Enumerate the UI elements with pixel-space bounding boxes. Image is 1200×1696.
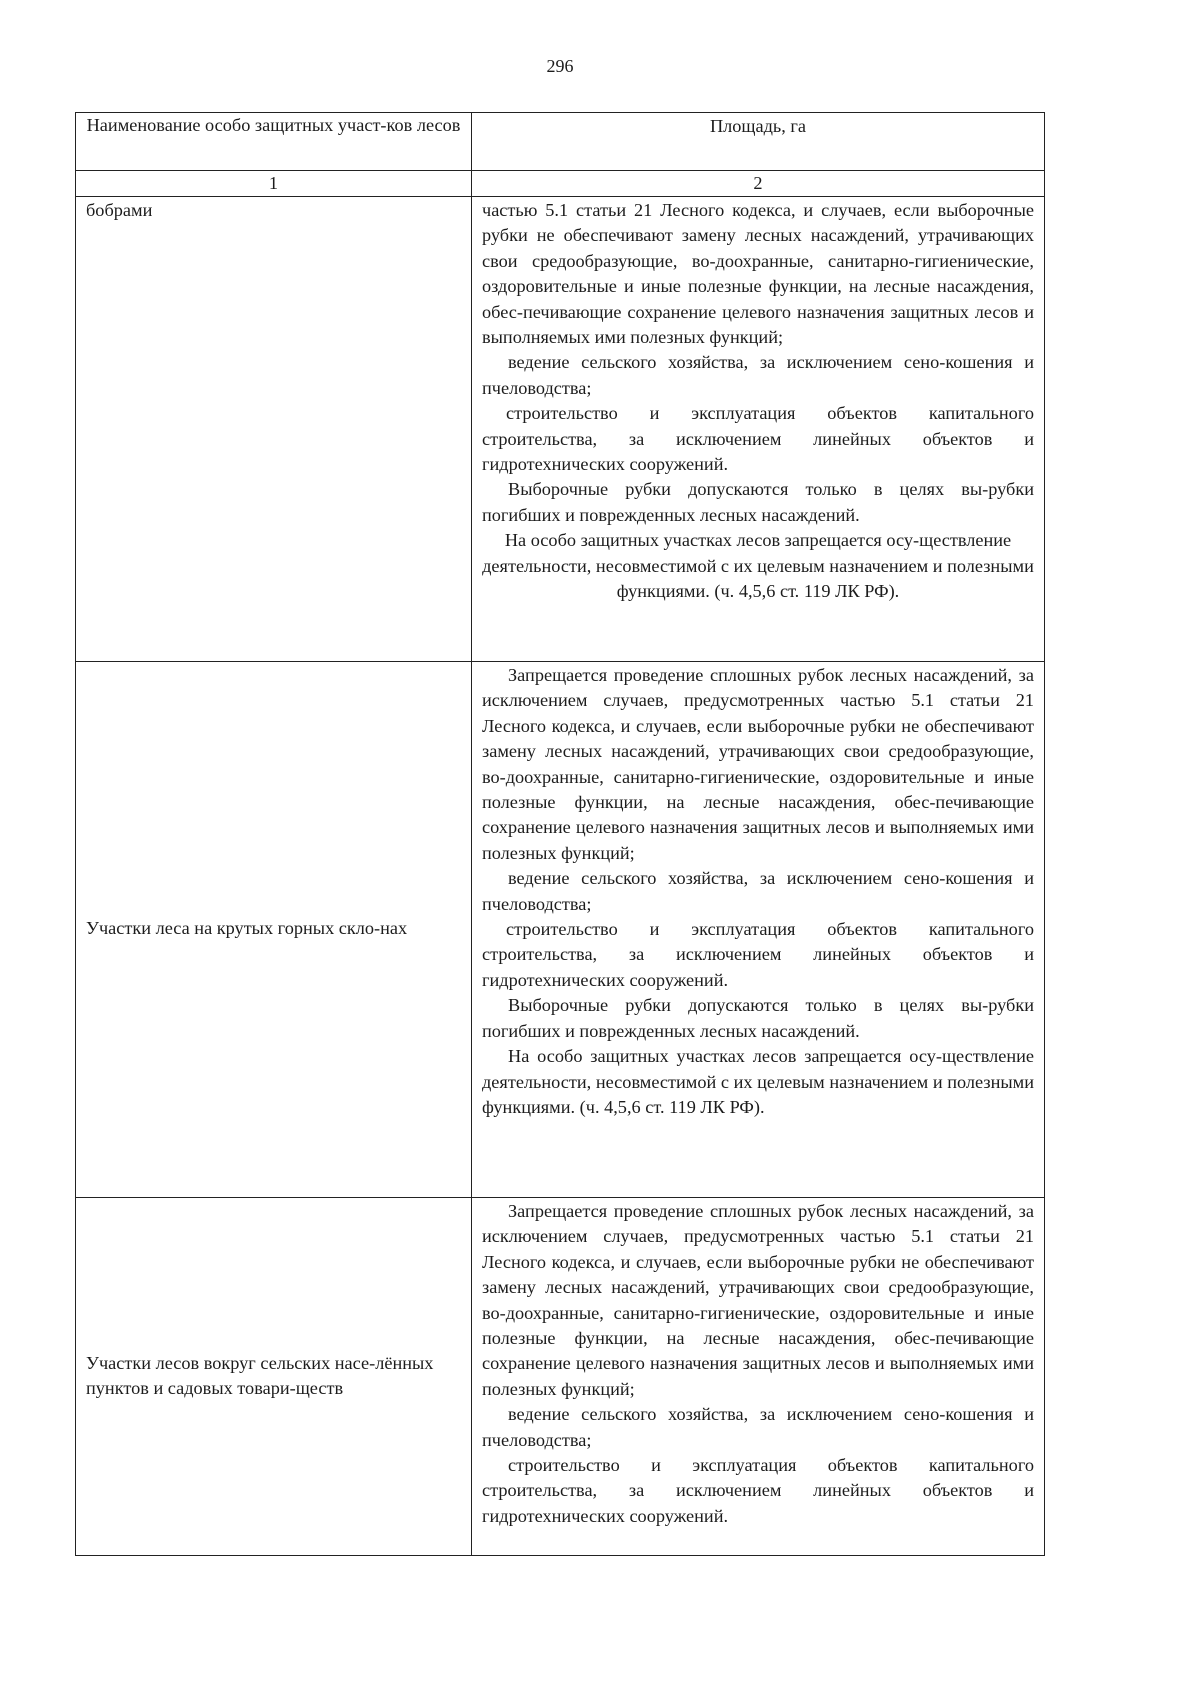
area-name-cell: Участки леса на крутых горных скло-нах bbox=[76, 662, 472, 1198]
table-row bbox=[76, 662, 1045, 1198]
rules-paragraph: ведение сельского хозяйства, за исключением сено-кошения и пчеловодства; bbox=[482, 352, 1034, 398]
column-number-1: 1 bbox=[76, 171, 472, 197]
rules-paragraph: строительство и эксплуатация объектов капитального строительства, за исключением линейных объектов и гидротехнических сооружений. bbox=[482, 1455, 1034, 1526]
area-rules-cell bbox=[472, 197, 1045, 662]
area-rules-cell bbox=[472, 662, 1045, 1198]
rules-paragraph: Запрещается проведение сплошных рубок лесных насаждений, за исключением случаев, предусмотренных частью 5.1 статьи 21 Лесного кодекса, и случаев, если выборочные рубки не обеспечивают замену лесных насаждений, утрачивающих свои средообразующие, во-доохранные, санитарно-гигиенические, оздоровительные и иные полезные функции, на лесные насаждения, обес-печивающие сохранение целевого назначения защитных лесов и выполняемых ими полезных функций; bbox=[482, 665, 1034, 863]
rules-paragraph: строительство и эксплуатация объектов капитального строительства, за исключением линейных объектов и гидротехнических сооружений. bbox=[482, 919, 1034, 990]
area-name-cell: бобрами bbox=[76, 197, 472, 662]
page-number: 296 bbox=[546, 56, 574, 76]
protective-forest-areas-table bbox=[75, 112, 1045, 1556]
column-number-row bbox=[76, 171, 1045, 197]
rules-paragraph: строительство и эксплуатация объектов капитального строительства, за исключением линейных объектов и гидротехнических сооружений. bbox=[482, 403, 1034, 475]
rules-paragraph: Выборочные рубки допускаются только в целях вы-рубки погибших и поврежденных лесных насаждений. bbox=[482, 479, 1034, 525]
rules-paragraph: частью 5.1 статьи 21 Лесного кодекса, и случаев, если выборочные рубки не обеспечивают замену лесных насаждений, утрачивающих свои средообразующие, во-доохранные, санитарно-гигиенические, оздоровительные и иные полезные функции, на лесные насаждения, обес-печивающие сохранение целевого назначения защитных лесов и выполняемых ими полезных функций; bbox=[482, 200, 1034, 348]
rules-paragraph: На особо защитных участках лесов запрещается осу-ществление деятельности, несовместимой с их целевым назначением и полезными функциями. (ч. 4,5,6 ст. 119 ЛК РФ). bbox=[482, 1046, 1034, 1117]
table-row bbox=[76, 197, 1045, 662]
rules-paragraph: Выборочные рубки допускаются только в целях вы-рубки погибших и поврежденных лесных насаждений. bbox=[482, 995, 1034, 1041]
column-number-2: 2 bbox=[472, 171, 1045, 197]
header-area-name: Наименование особо защитных участ-ков лесов bbox=[76, 113, 472, 171]
rules-paragraph: ведение сельского хозяйства, за исключением сено-кошения и пчеловодства; bbox=[482, 868, 1034, 914]
rules-paragraph: На особо защитных участках лесов запрещается осу-ществление деятельности, несовместимой с их целевым назначением и полезными функциями. (ч. 4,5,6 ст. 119 ЛК РФ). bbox=[482, 530, 1034, 602]
rules-paragraph: ведение сельского хозяйства, за исключением сено-кошения и пчеловодства; bbox=[482, 1404, 1034, 1450]
header-area-size: Площадь, га bbox=[472, 113, 1045, 171]
table-row bbox=[76, 1198, 1045, 1556]
table-header-row bbox=[76, 113, 1045, 171]
area-name-cell: Участки лесов вокруг сельских насе-лённых пунктов и садовых товари-ществ bbox=[76, 1198, 472, 1556]
rules-paragraph: Запрещается проведение сплошных рубок лесных насаждений, за исключением случаев, предусмотренных частью 5.1 статьи 21 Лесного кодекса, и случаев, если выборочные рубки не обеспечивают замену лесных насаждений, утрачивающих свои средообразующие, во-доохранные, санитарно-гигиенические, оздоровительные и иные полезные функции, на лесные насаждения, обес-печивающие сохранение целевого назначения защитных лесов и выполняемых ими полезных функций; bbox=[482, 1201, 1034, 1399]
area-rules-cell bbox=[472, 1198, 1045, 1556]
